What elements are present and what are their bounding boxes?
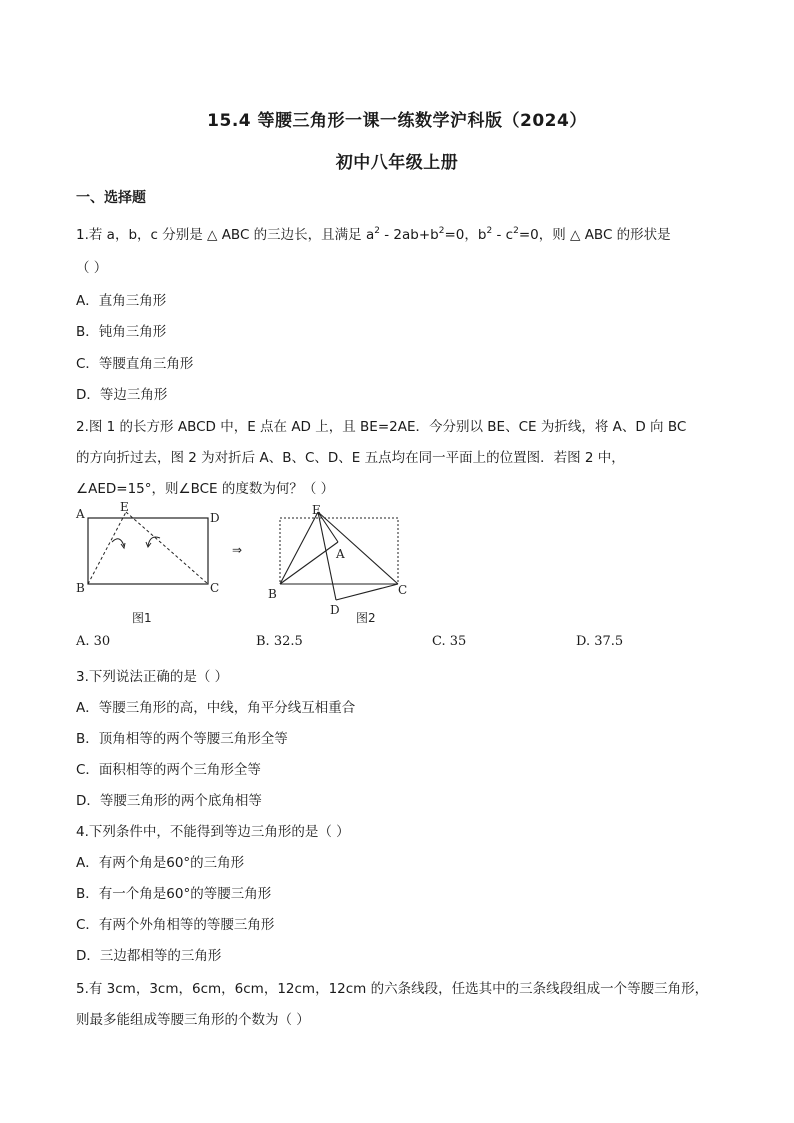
q1-exp-2: 2 [438, 226, 445, 236]
fig2-label-a: A [336, 547, 345, 561]
q1-text-1: 1.若 a，b，c 分别是 △ ABC 的三边长，且满足 a [76, 227, 375, 243]
q2-stem-line1: 2.图 1 的长方形 ABCD 中，E 点在 AD 上，且 BE=2AE．今分别以 BE、CE 为折线，将 A、D 向 BC [76, 419, 687, 435]
fig2-label-c: C [398, 583, 408, 597]
q1-option-d: D．等边三角形 [76, 387, 168, 403]
fig2-label-e: E [312, 503, 321, 517]
segment-dc [336, 584, 398, 600]
fig1-label-e: E [120, 500, 129, 514]
q1-option-c: C．等腰直角三角形 [76, 356, 194, 372]
q1-text-2: - 2ab+b [379, 227, 439, 243]
q1-text-4: - c [492, 227, 514, 243]
document-subtitle: 初中八年级上册 [335, 153, 459, 173]
q2-option-c: C. 35 [432, 634, 467, 649]
q1-exp-1: 2 [374, 226, 380, 236]
fold-line-ce [126, 512, 208, 584]
rectangle-abcd [88, 518, 208, 584]
q5-stem-line1: 5.有 3cm，3cm，6cm，6cm，12cm，12cm 的六条线段，任选其中的三条线段组成一个等腰三角形， [76, 981, 709, 997]
q4-option-d: D．三边都相等的三角形 [76, 948, 222, 964]
fig1-label-b: B [76, 581, 85, 595]
fig2-label-d: D [330, 603, 340, 617]
q2-option-d: D. 37.5 [576, 634, 624, 649]
q4-option-b: B．有一个角是60°的等腰三角形 [76, 886, 272, 902]
q2-stem-line2: 的方向折过去，图 2 为对折后 A、B、C、D、E 五点均在同一平面上的位置图．若图 2 中， [76, 450, 625, 466]
q3-option-c: C．面积相等的两个三角形全等 [76, 762, 261, 778]
segment-ba [280, 542, 338, 584]
q1-text-3: =0，b [444, 227, 487, 243]
q1-stem-line1 [76, 223, 671, 243]
fig1-label-d: D [210, 511, 220, 525]
q2-stem-line3: ∠AED=15°，则∠BCE 的度数为何？（ ） [76, 481, 335, 497]
fig1-caption: 图1 [132, 611, 152, 625]
q4-option-a: A．有两个角是60°的三角形 [76, 855, 245, 871]
q3-option-d: D．等腰三角形的两个底角相等 [76, 793, 262, 809]
segment-be [280, 512, 318, 584]
q1-stem-line2: （ ） [76, 260, 108, 276]
q5-stem-line2: 则最多能组成等腰三角形的个数为（ ） [76, 1012, 310, 1028]
q4-stem: 4.下列条件中，不能得到等边三角形的是（ ） [76, 824, 350, 840]
q1-exp-3: 2 [486, 226, 493, 236]
q1-text-5: =0，则 △ ABC 的形状是 [518, 227, 671, 243]
q3-stem: 3.下列说法正确的是（ ） [76, 669, 229, 685]
q1-option-a: A．直角三角形 [76, 293, 167, 309]
q3-option-b: B．顶角相等的两个等腰三角形全等 [76, 731, 288, 747]
section-heading: 一、选择题 [76, 190, 146, 206]
q1-option-b: B．钝角三角形 [76, 324, 167, 340]
figure-1 [75, 500, 220, 625]
document-title: 15.4 等腰三角形一课一练数学沪科版（2024） [207, 111, 587, 131]
q2-option-b: B. 32.5 [256, 634, 303, 649]
fig2-label-b: B [268, 587, 277, 601]
q3-option-a: A．等腰三角形的高，中线，角平分线互相重合 [76, 700, 356, 716]
q1-exp-4: 2 [513, 226, 519, 236]
implies-arrow-icon: ⇒ [232, 543, 243, 557]
fig2-caption: 图2 [356, 611, 376, 625]
q2-option-a: A. 30 [76, 634, 111, 649]
figure-2 [268, 503, 407, 625]
q4-option-c: C．有两个外角相等的等腰三角形 [76, 917, 275, 933]
q2-figure [74, 500, 414, 628]
fold-line-be [88, 512, 126, 584]
fig1-label-c: C [210, 581, 220, 595]
fig1-label-a: A [76, 507, 85, 521]
